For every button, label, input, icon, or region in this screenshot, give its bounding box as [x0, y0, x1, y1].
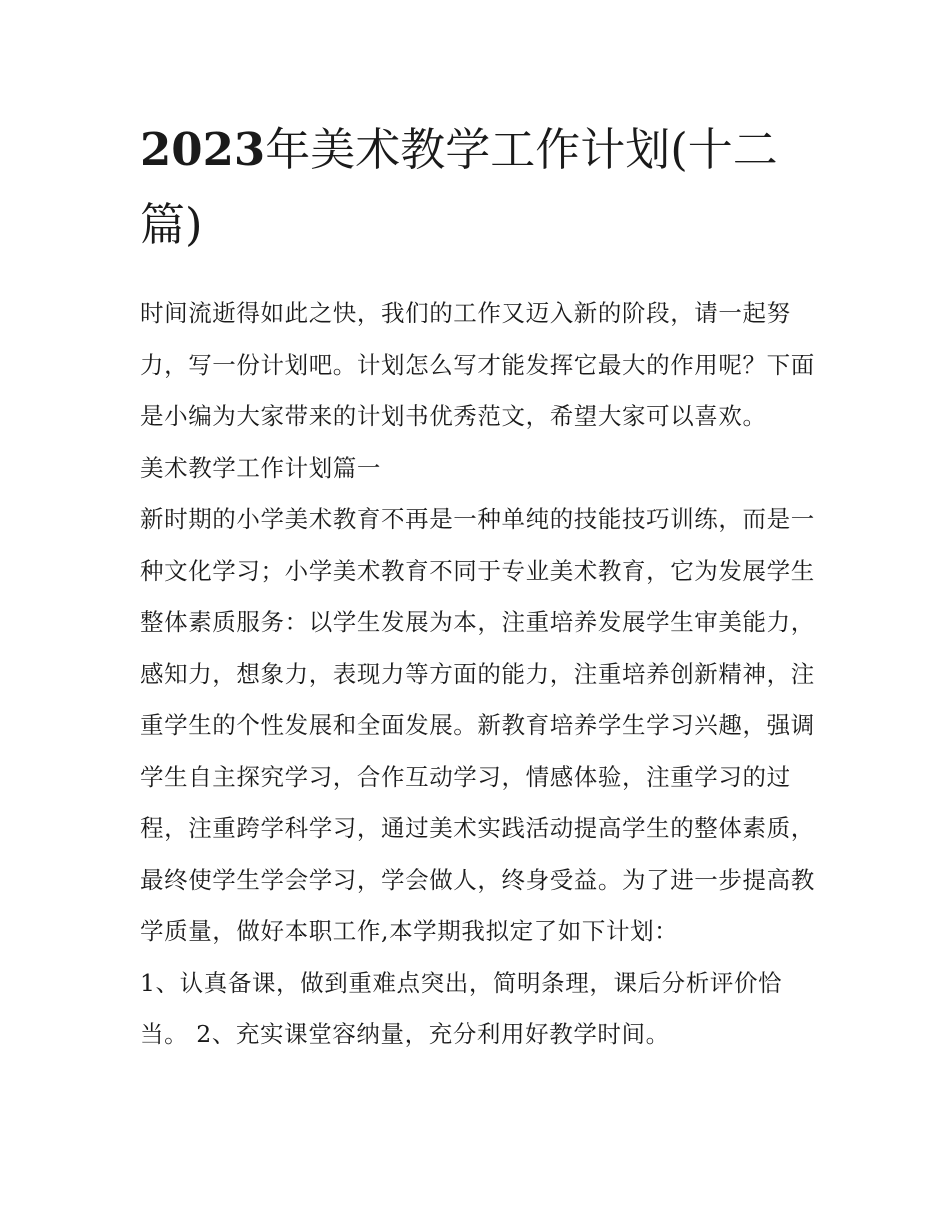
- body-paragraph-2: 1、认真备课，做到重难点突出，简明条理，课后分析评价恰当。 2、充实课堂容纳量，充分利用好教学时间。: [140, 968, 783, 1048]
- body-paragraph-1: 新时期的小学美术教育不再是一种单纯的技能技巧训练，而是一种文化学习；小学美术教育不同于专业美术教育，它为发展学生整体素质服务：以学生发展为本，注重培养发展学生审美能力，感知力，想象力，表现力等方面的能力，注重培养创新精神，注重学生的个性发展和全面发展。新教育培养学生学习兴趣，强调学生自主探究学习，合作互动学习，情感体验，注重学习的过程，注重跨学科学习，通过美术实践活动提高学生的整体素质，最终使学生学会学习，学会做人，终身受益。为了进一步提高教学质量，做好本职工作,本学期我拟定了如下计划：: [140, 505, 815, 945]
- section-heading: 美术教学工作计划篇一: [140, 453, 381, 482]
- title-year: 2023: [140, 123, 266, 176]
- document-title: [140, 112, 820, 262]
- document-body: [140, 288, 820, 1061]
- title-text: 年美术教学工作计划(十二篇): [140, 123, 778, 251]
- intro-paragraph: 时间流逝得如此之快，我们的工作又迈入新的阶段，请一起努力，写一份计划吧。计划怎么写才能发挥它最大的作用呢？下面是小编为大家带来的计划书优秀范文，希望大家可以喜欢。: [140, 299, 815, 430]
- document-page: [140, 112, 820, 1061]
